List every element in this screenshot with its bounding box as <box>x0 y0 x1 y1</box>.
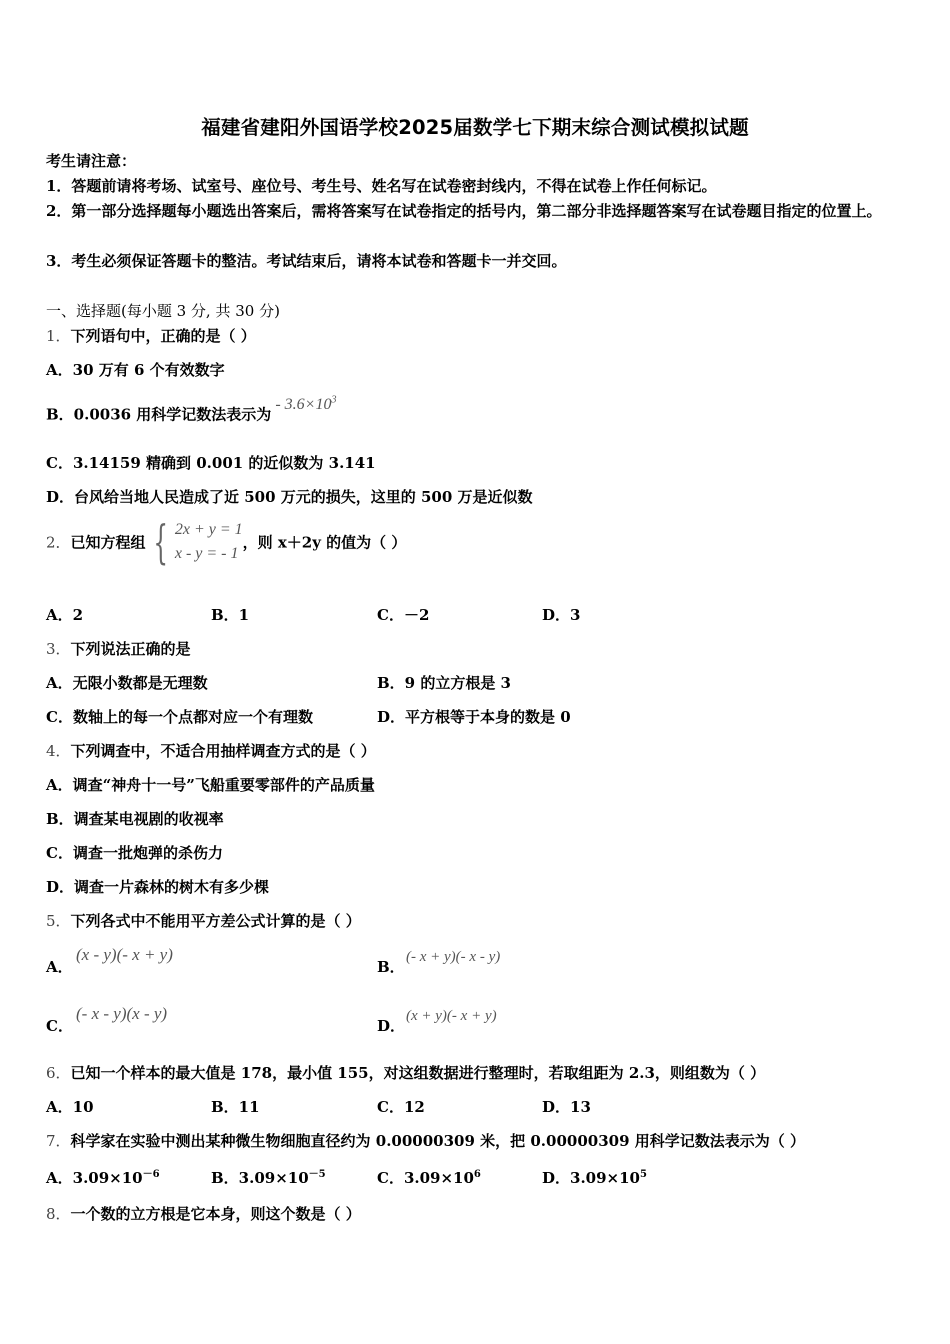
notice-item-1: 1．答题前请将考场、试室号、座位号、考生号、姓名写在试卷密封线内，不得在试卷上作任何标记。 <box>46 177 717 195</box>
q5-option-a-formula: (x - y)(- x + y) <box>76 945 173 964</box>
q6-option-b: B．11 <box>211 1098 260 1116</box>
q5-option-b-formula: (- x + y)(- x - y) <box>406 949 501 965</box>
question-number: 6． <box>46 1064 71 1082</box>
q1-option-b <box>46 395 337 426</box>
q6-option-c: C．12 <box>377 1098 425 1116</box>
section-heading: 一、选择题(每小题 3 分, 共 30 分) <box>46 302 280 320</box>
question-number: 7． <box>46 1132 71 1150</box>
question-8 <box>46 1203 361 1225</box>
q3-option-d: D．平方根等于本身的数是 0 <box>377 708 571 726</box>
q7-option-c: C．$3.09\times 10^6$ <box>377 1169 481 1187</box>
notice-heading: 考生请注意： <box>46 152 137 170</box>
q5-option-b-label: B． <box>377 958 405 976</box>
question-stem: 下列各式中不能用平方差公式计算的是（ ） <box>70 912 361 930</box>
question-3 <box>46 638 191 660</box>
q7-option-b: B．$3.09\times 10^{-5}$ <box>211 1169 326 1187</box>
q5-option-d-label: D． <box>377 1017 406 1035</box>
q2-option-a: A．2 <box>46 606 84 624</box>
question-stem: 下列调查中，不适合用抽样调查方式的是（ ） <box>70 742 376 760</box>
question-number: 5． <box>46 912 71 930</box>
q1-option-c: C．3.14159 精确到 0.001 的近似数为 3.141 <box>46 454 376 472</box>
question-6 <box>46 1062 765 1084</box>
notice-item-2: 2．第一部分选择题每小题选出答案后，需将答案写在试卷指定的括号内，第二部分非选择题答案写在试卷题目指定的位置上。 <box>46 202 882 220</box>
equation-system <box>146 515 243 569</box>
equation-2: x - y = - 1 <box>174 545 239 562</box>
q7-option-a: A．$3.09\times 10^{-6}$ <box>46 1169 160 1187</box>
question-stem: 下列说法正确的是 <box>70 640 191 658</box>
q5-option-d-formula: (x + y)(- x + y) <box>406 1008 497 1024</box>
question-number: 8． <box>46 1205 71 1223</box>
q2-option-d: D．3 <box>542 606 581 624</box>
question-4 <box>46 740 376 762</box>
q4-option-d: D．调查一片森林的树木有多少棵 <box>46 878 270 896</box>
q7-option-d: D．$3.09\times 10^5$ <box>542 1169 647 1187</box>
brace-icon: { <box>152 515 168 569</box>
q3-option-b: B．9 的立方根是 3 <box>377 674 511 692</box>
question-stem: 一个数的立方根是它本身，则这个数是（ ） <box>70 1205 361 1223</box>
page-title: 福建省建阳外国语学校2025届数学七下期末综合测试模拟试题 <box>201 116 749 139</box>
question-stem: 科学家在实验中测出某种微生物细胞直径约为 0.00000309 米，把 0.00000309 用科学记数法表示为（ ） <box>70 1132 805 1150</box>
q3-option-a: A．无限小数都是无理数 <box>46 674 208 692</box>
notice-item-3: 3．考生必须保证答题卡的整洁。考试结束后，请将本试卷和答题卡一并交回。 <box>46 252 567 270</box>
q1-option-d: D．台风给当地人民造成了近 500 万元的损失，这里的 500 万是近似数 <box>46 488 533 506</box>
question-number: 1． <box>46 327 71 345</box>
question-7 <box>46 1130 805 1152</box>
q5-option-c-label: C． <box>46 1017 73 1035</box>
q6-option-a: A．10 <box>46 1098 94 1116</box>
question-number: 3． <box>46 640 71 658</box>
question-number: 4． <box>46 742 71 760</box>
question-number: 2． <box>46 533 71 552</box>
q2-option-c: C．－2 <box>377 606 430 624</box>
question-2 <box>46 515 407 569</box>
question-5 <box>46 910 361 932</box>
equation-1: 2x + y = 1 <box>174 521 243 538</box>
question-stem-prefix: 已知方程组 <box>70 533 146 552</box>
question-1 <box>46 325 256 347</box>
q4-option-a: A．调查“神舟十一号”飞船重要零部件的产品质量 <box>46 776 375 794</box>
question-stem: 已知一个样本的最大值是 178，最小值 155，对这组数据进行整理时，若取组距为 2.3，则组数为（ ） <box>70 1064 766 1082</box>
q3-option-c: C．数轴上的每一个点都对应一个有理数 <box>46 708 313 726</box>
q4-option-b: B．调查某电视剧的收视率 <box>46 810 224 828</box>
q5-option-a-label: A． <box>46 958 73 976</box>
q1-option-a: A．30 万有 6 个有效数字 <box>46 361 225 379</box>
q5-option-c-formula: (- x - y)(x - y) <box>76 1004 168 1023</box>
question-stem-suffix: ，则 x＋2y 的值为（ ） <box>242 533 407 552</box>
formula: - $3.6\times 10^3$ <box>275 395 337 414</box>
q2-option-b: B．1 <box>211 606 250 624</box>
q6-option-d: D．13 <box>542 1098 591 1116</box>
question-stem: 下列语句中，正确的是（ ） <box>70 327 256 345</box>
q4-option-c: C．调查一批炮弹的杀伤力 <box>46 844 223 862</box>
option-text: B．0.0036 用科学记数法表示为 <box>46 405 272 424</box>
